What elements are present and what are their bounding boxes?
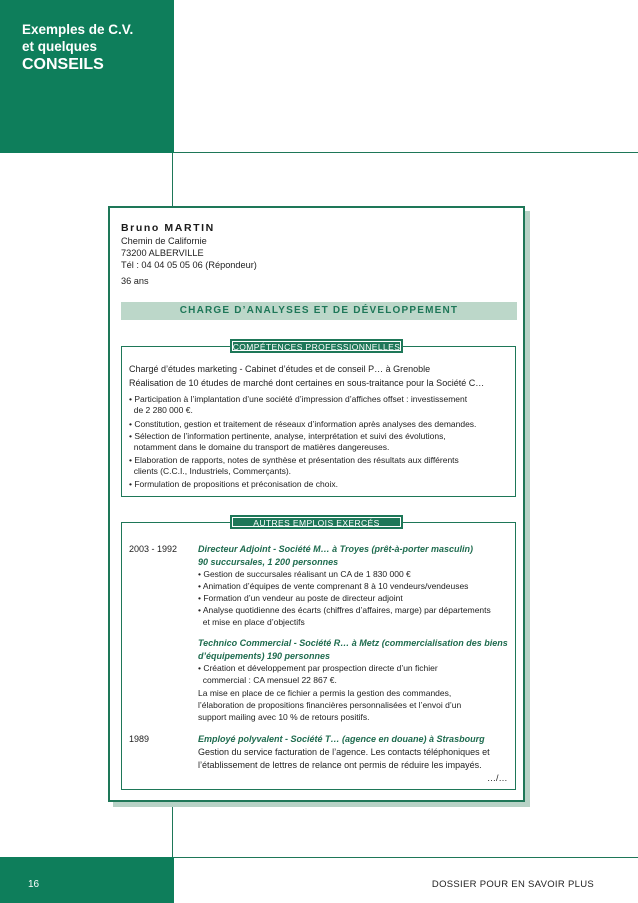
job-bullet: et mise en place d’objectifs bbox=[198, 617, 305, 627]
competence-bullet: notamment dans le domaine du transport de matières dangereuses. bbox=[129, 442, 390, 452]
job-line: Gestion du service facturation de l’agence. Les contacts téléphoniques et bbox=[198, 747, 490, 757]
job-years: 2003 - 1992 bbox=[129, 544, 178, 554]
job-title: Technico Commercial - Société R… à Metz (commercialisation des biens bbox=[198, 638, 508, 648]
header-line-2: et quelques bbox=[22, 39, 98, 54]
competence-bullet: • Elaboration de rapports, notes de synthèse et présentation des résultats aux différents bbox=[129, 455, 459, 465]
competence-bullet: • Constitution, gestion et traitement de réseaux d’information après analyses des demandes. bbox=[129, 419, 477, 429]
competence-bullet: de 2 280 000 €. bbox=[129, 405, 193, 415]
job-line: l’établissement de lettres de relance ont permis de réduire les impayés. bbox=[198, 760, 482, 770]
job-bullet: • Formation d’un vendeur au poste de directeur adjoint bbox=[198, 593, 403, 603]
header-line-3: CONSEILS bbox=[22, 56, 104, 73]
competence-bullet: • Formulation de propositions et préconisation de choix. bbox=[129, 479, 338, 489]
job-title: Employé polyvalent - Société T… (agence en douane) à Strasbourg bbox=[198, 734, 485, 744]
cv-age: 36 ans bbox=[121, 276, 149, 286]
cv-name: Bruno MARTIN bbox=[121, 222, 215, 234]
cv-address-line: Chemin de Californie bbox=[121, 236, 207, 246]
job-bullet: • Gestion de succursales réalisant un CA de 1 830 000 € bbox=[198, 569, 411, 579]
continued-marker: …/… bbox=[487, 773, 508, 783]
job-line: l’élaboration de propositions financières personnalisées et l’envoi d’un bbox=[198, 700, 462, 710]
competence-bullet: clients (C.C.I., Industriels, Commerçants). bbox=[129, 466, 292, 476]
footer-block bbox=[0, 857, 174, 903]
job-title: Directeur Adjoint - Société M… à Troyes (prêt-à-porter masculin) bbox=[198, 544, 474, 554]
job-bullet: • Création et développement par prospection directe d’un fichier bbox=[198, 663, 438, 673]
competence-line: Chargé d’études marketing - Cabinet d’études et de conseil P… à Grenoble bbox=[129, 364, 431, 374]
competence-line: Réalisation de 10 études de marché dont certaines en sous-traitance pour la Société C… bbox=[129, 378, 485, 388]
job-line: support mailing avec 10 % de retours positifs. bbox=[198, 712, 370, 722]
competences-title: COMPÉTENCES PROFESSIONNELLES bbox=[230, 339, 403, 353]
cv-phone: Tél : 04 04 05 05 06 (Répondeur) bbox=[121, 260, 257, 270]
job-title: 90 succursales, 1 200 personnes bbox=[198, 557, 339, 567]
header-line-1: Exemples de C.V. bbox=[22, 22, 134, 37]
job-title: d’équipements) 190 personnes bbox=[198, 651, 331, 661]
job-years: 1989 bbox=[129, 734, 150, 744]
competence-bullet: • Sélection de l’information pertinente, analyse, interprétation et suivi des évolutions, bbox=[129, 431, 446, 441]
page-number: 16 bbox=[28, 879, 40, 890]
cv-address-line: 73200 ALBERVILLE bbox=[121, 248, 204, 258]
emplois-title: AUTRES EMPLOIS EXERCÉS bbox=[230, 515, 403, 529]
job-bullet: • Analyse quotidienne des écarts (chiffres d’affaires, marge) par départements bbox=[198, 605, 491, 615]
cv-job-banner: CHARGE D’ANALYSES ET DE DÉVELOPPEMENT bbox=[121, 302, 517, 320]
job-bullet: commercial : CA mensuel 22 867 €. bbox=[198, 675, 337, 685]
competence-bullet: • Participation à l’implantation d’une société d’impression d’affiches offset : investissement bbox=[129, 394, 468, 404]
job-bullet: • Animation d’équipes de vente comprenant 8 à 10 vendeurs/vendeuses bbox=[198, 581, 469, 591]
job-line: La mise en place de ce fichier a permis la gestion des commandes, bbox=[198, 688, 452, 698]
footer-text: DOSSIER POUR EN SAVOIR PLUS bbox=[431, 879, 594, 890]
section-header-block bbox=[0, 0, 174, 153]
